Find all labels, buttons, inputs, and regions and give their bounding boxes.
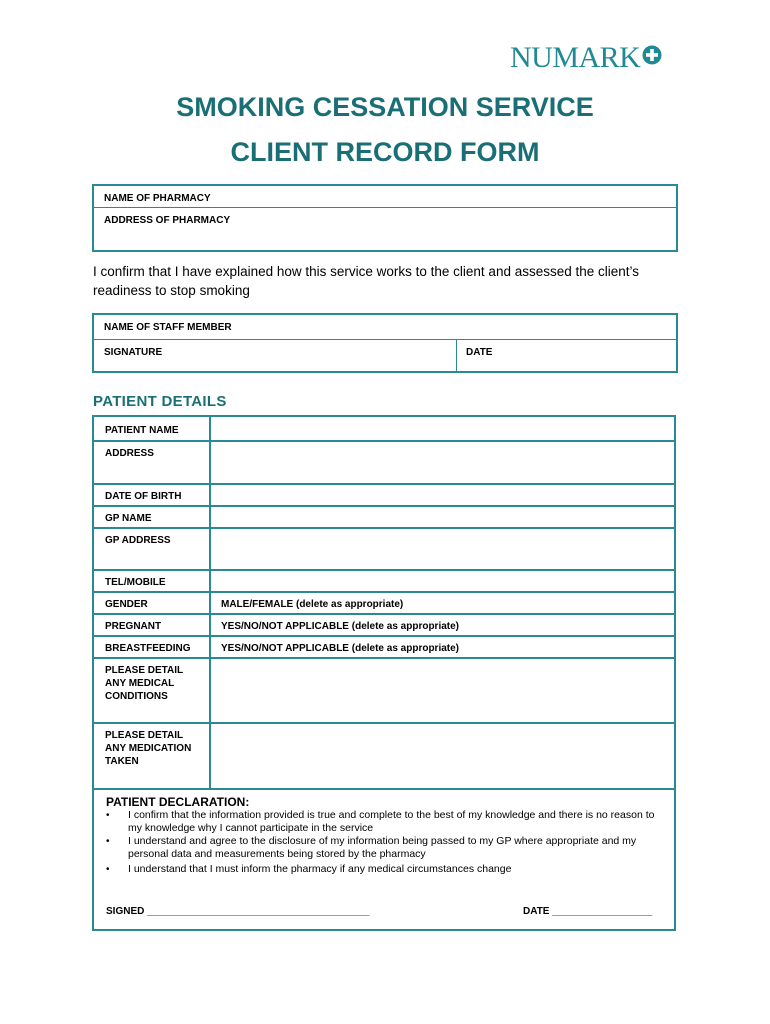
medical-conditions-label: PLEASE DETAIL ANY MEDICAL CONDITIONS (105, 665, 183, 702)
patient-name-row[interactable] (94, 417, 674, 442)
bullet-icon: • (106, 810, 110, 821)
declaration-box (92, 790, 676, 931)
form-title-line1: SMOKING CESSATION SERVICE (176, 92, 594, 122)
pregnant-value: YES/NO/NOT APPLICABLE (delete as appropriate) (221, 621, 460, 632)
bullet-icon: • (106, 864, 110, 875)
numark-logo (510, 40, 680, 76)
dob-label: DATE OF BIRTH (105, 491, 182, 502)
gender-label: GENDER (105, 599, 148, 610)
staff-name-label: NAME OF STAFF MEMBER (104, 322, 232, 333)
confirmation-statement: I confirm that I have explained how this service works to the client and assessed the client’s readiness to stop smoking (93, 264, 640, 298)
declaration-item-text: I understand and agree to the disclosure of my information being passed to my GP where appropriate and my personal data and measurements being stored by the pharmacy (128, 835, 637, 860)
form-title-line2: CLIENT RECORD FORM (230, 137, 540, 167)
staff-date-label: DATE (466, 347, 493, 358)
declaration-item-text: I understand that I must inform the pharmacy if any medical circumstances change (128, 863, 512, 875)
pharmacy-box (92, 184, 678, 252)
gp-name-row[interactable] (94, 507, 674, 529)
address-label: ADDRESS (105, 448, 154, 459)
staff-name-row[interactable] (94, 315, 676, 340)
medication-row[interactable] (94, 724, 674, 788)
signature-label: SIGNATURE (104, 347, 163, 358)
medical-conditions-row[interactable] (94, 659, 674, 724)
gp-name-label: GP NAME (105, 513, 152, 524)
gp-address-label: GP ADDRESS (105, 535, 171, 546)
breastfeeding-value: YES/NO/NOT APPLICABLE (delete as appropriate) (221, 643, 460, 654)
pregnant-label: PREGNANT (105, 621, 162, 632)
gender-value: MALE/FEMALE (delete as appropriate) (221, 599, 404, 610)
pharmacy-address-field[interactable] (94, 208, 676, 250)
patient-name-label: PATIENT NAME (105, 425, 179, 436)
declaration-date-field[interactable]: DATE __________________ (523, 906, 653, 917)
pregnant-row[interactable] (94, 615, 674, 637)
breastfeeding-label: BREASTFEEDING (105, 643, 191, 654)
dob-row[interactable] (94, 485, 674, 507)
patient-details-heading: PATIENT DETAILS (93, 393, 227, 410)
declaration-title: PATIENT DECLARATION: (106, 795, 250, 809)
breastfeeding-row[interactable] (94, 637, 674, 659)
gp-address-row[interactable] (94, 529, 674, 571)
tel-row[interactable] (94, 571, 674, 593)
tel-label: TEL/MOBILE (105, 577, 166, 588)
pharmacy-name-label: NAME OF PHARMACY (104, 193, 211, 204)
staff-date-field[interactable] (456, 340, 676, 371)
logo-text: NUMARK (510, 41, 641, 74)
medication-label: PLEASE DETAIL ANY MEDICATION TAKEN (105, 730, 192, 767)
signed-field[interactable]: SIGNED ________________________________________ (106, 906, 370, 917)
plus-cross-icon (642, 45, 662, 65)
patient-details-table (92, 415, 676, 790)
bullet-icon: • (106, 836, 110, 847)
staff-box (92, 313, 678, 373)
gender-row[interactable] (94, 593, 674, 615)
pharmacy-address-label: ADDRESS OF PHARMACY (104, 215, 231, 226)
declaration-item-text: I confirm that the information provided is true and complete to the best of my knowledge and there is no reason to my knowledge why I cannot participate in the service (128, 809, 655, 834)
pharmacy-name-row[interactable] (94, 186, 676, 208)
address-row[interactable] (94, 442, 674, 485)
signature-field[interactable] (94, 340, 457, 371)
